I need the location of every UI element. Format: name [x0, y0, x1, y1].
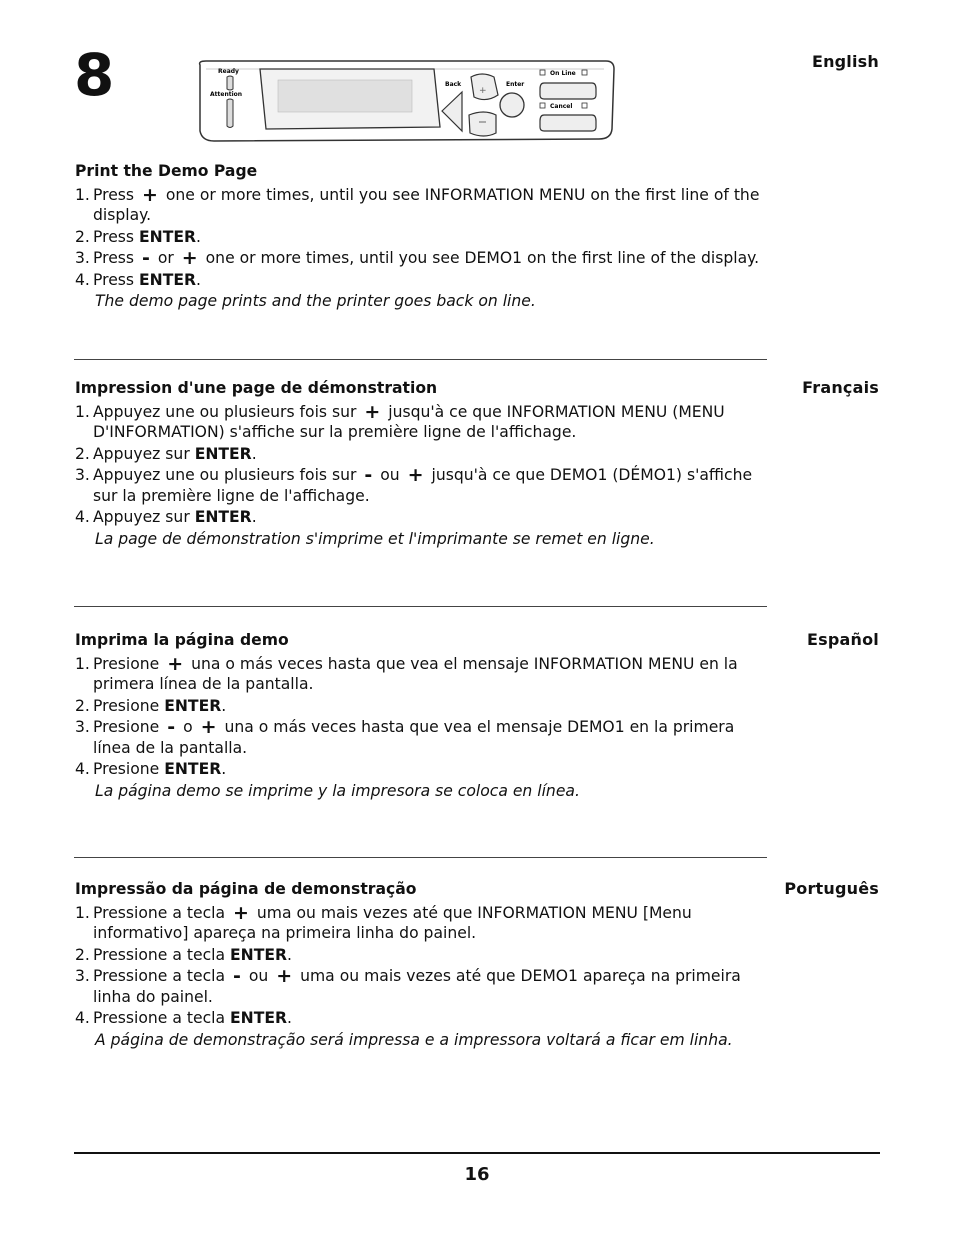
step-text: one or more times, until you see INFORMATION MENU on the first line of the display.: [93, 185, 760, 224]
step-number: 4.: [75, 270, 90, 289]
step-item: [75, 270, 775, 291]
step-text: .: [287, 1009, 292, 1027]
step-text: .: [196, 270, 201, 289]
step-text: jusqu'à ce que DEMO1 (DÉMO1) s'affiche sur la première ligne de l'affichage.: [93, 466, 753, 505]
key-name: ENTER: [194, 508, 252, 526]
section-espanol: [75, 630, 775, 801]
step-number: 1.: [75, 903, 90, 922]
step-text: .: [287, 945, 292, 964]
step-number: 1.: [75, 654, 90, 673]
cancel-label: Cancel: [550, 103, 573, 110]
step-text: .: [196, 227, 201, 246]
plus-key-icon: +: [181, 247, 198, 269]
step-item: [75, 402, 775, 443]
key-name: ENTER: [230, 945, 287, 964]
plus-key-icon: +: [276, 965, 293, 987]
step-text: Appuyez une ou plusieurs fois sur: [93, 402, 362, 421]
plus-key-icon: +: [233, 901, 249, 924]
page-number: 16: [464, 1164, 490, 1185]
step-item: [75, 966, 775, 1007]
attention-label: Attention: [210, 91, 243, 98]
step-item: [75, 248, 775, 269]
enter-button[interactable]: [500, 93, 524, 117]
plus-key-icon: +: [407, 464, 424, 486]
cancel-button[interactable]: [540, 115, 596, 131]
ready-label: Ready: [218, 68, 239, 75]
step-text: jusqu'à ce que INFORMATION MENU (MENU D'INFORMATION) s'affiche sur la première ligne de l'affichage.: [93, 402, 725, 441]
language-label-espanol: Español: [807, 630, 879, 649]
step-number: 3.: [75, 967, 90, 985]
step-text: one or more times, until you see DEMO1 on the first line of the display.: [200, 249, 760, 267]
step-text: .: [221, 760, 227, 778]
enter-label: Enter: [506, 81, 525, 88]
section-portugues: [75, 879, 775, 1050]
step-item: [75, 696, 775, 717]
result-note: A página de demonstração será impressa e a impressora voltará a ficar em linha.: [95, 1030, 733, 1049]
step-item: [75, 759, 775, 780]
step-number: 4.: [75, 508, 90, 526]
step-text: ou: [243, 967, 274, 985]
back-label: Back: [445, 81, 462, 88]
key-name: ENTER: [139, 227, 196, 246]
minus-key-icon: -: [142, 247, 150, 269]
step-item: [75, 185, 775, 226]
step-number: 4.: [75, 1009, 90, 1027]
language-label-english: English: [811, 52, 879, 71]
step-number: 2.: [75, 945, 90, 964]
minus-key-icon: -: [364, 464, 373, 486]
step-text: Pressione a tecla: [93, 945, 230, 964]
step-text: Presione: [93, 760, 165, 778]
step-number: 2.: [75, 227, 90, 246]
plus-key-icon: +: [200, 716, 217, 738]
step-number: 1.: [75, 185, 90, 204]
divider: [74, 359, 767, 360]
result-note: La page de démonstration s'imprime et l'imprimante se remet en ligne.: [95, 529, 655, 548]
step-text: una o más veces hasta que vea el mensaje INFORMATION MENU en la primera línea de la pantalla.: [93, 654, 738, 693]
step-text: uma ou mais vezes até que INFORMATION MENU [Menu informativo] apareça na primeira linha do painel.: [93, 903, 692, 942]
step-text: Press: [93, 249, 139, 267]
section-title: Impression d'une page de démonstration: [75, 379, 438, 397]
step-text: or: [152, 249, 179, 267]
step-item: [75, 654, 775, 695]
step-text: ou: [375, 466, 405, 484]
step-text: Press: [93, 185, 139, 204]
step-item: [75, 1008, 775, 1029]
step-text: Appuyez une ou plusieurs fois sur: [93, 466, 362, 484]
step-text: Appuyez sur: [93, 444, 195, 463]
key-name: ENTER: [194, 444, 252, 463]
chapter-number: 8: [74, 41, 115, 109]
language-label-francais: Français: [802, 378, 879, 397]
step-text: Presione: [93, 654, 165, 673]
step-text: Pressione a tecla: [93, 967, 230, 985]
step-number: 3.: [75, 466, 90, 484]
step-item: [75, 507, 775, 528]
minus-key-icon: -: [167, 716, 176, 738]
on-line-label: On Line: [550, 70, 576, 77]
step-number: 3.: [75, 718, 90, 736]
svg-text:+: +: [479, 86, 487, 96]
divider: [74, 857, 767, 858]
step-item: [75, 465, 775, 506]
step-text: .: [251, 444, 257, 463]
section-title: Print the Demo Page: [75, 162, 258, 180]
step-item: [75, 945, 775, 966]
key-name: ENTER: [230, 1009, 287, 1027]
result-note: The demo page prints and the printer goes back on line.: [95, 292, 536, 310]
step-number: 2.: [75, 696, 90, 715]
key-name: ENTER: [164, 760, 222, 778]
step-text: una o más veces hasta que vea el mensaje DEMO1 en la primera línea de la pantalla.: [93, 718, 735, 757]
minus-key-icon: -: [233, 965, 241, 987]
step-item: [75, 717, 775, 758]
step-text: Presione: [93, 696, 165, 715]
step-text: Pressione a tecla: [93, 1009, 230, 1027]
step-number: 4.: [75, 760, 90, 778]
language-label-portugues: Português: [784, 879, 879, 898]
lcd-display: [278, 80, 412, 112]
step-text: Appuyez sur: [93, 508, 195, 526]
plus-key-icon: +: [167, 652, 184, 675]
divider: [74, 606, 767, 607]
key-name: ENTER: [164, 696, 222, 715]
step-text: Press: [93, 227, 139, 246]
minus-button[interactable]: [469, 112, 496, 136]
section-title: Imprima la página demo: [75, 631, 289, 649]
step-item: [75, 903, 775, 944]
step-number: 2.: [75, 444, 90, 463]
plus-key-icon: +: [364, 400, 381, 423]
section-francais: [75, 378, 775, 549]
footer-divider: [74, 1152, 880, 1154]
printer-control-panel-illustration: [194, 59, 616, 143]
plus-key-icon: +: [142, 183, 158, 206]
result-note: La página demo se imprime y la impresora se coloca en línea.: [95, 781, 580, 800]
on-line-button[interactable]: [540, 83, 596, 99]
step-text: .: [221, 696, 227, 715]
step-item: [75, 444, 775, 465]
step-text: Pressione a tecla: [93, 903, 230, 922]
step-text: Press: [93, 270, 139, 289]
step-number: 1.: [75, 402, 90, 421]
section-english: [75, 161, 775, 312]
step-number: 3.: [75, 249, 90, 267]
step-text: o: [178, 718, 198, 736]
step-text: Presione: [93, 718, 165, 736]
section-title: Impressão da página de demonstração: [75, 880, 417, 898]
key-name: ENTER: [139, 270, 196, 289]
step-item: [75, 227, 775, 248]
step-text: .: [251, 508, 257, 526]
step-text: uma ou mais vezes até que DEMO1 apareça na primeira linha do painel.: [93, 967, 741, 1006]
